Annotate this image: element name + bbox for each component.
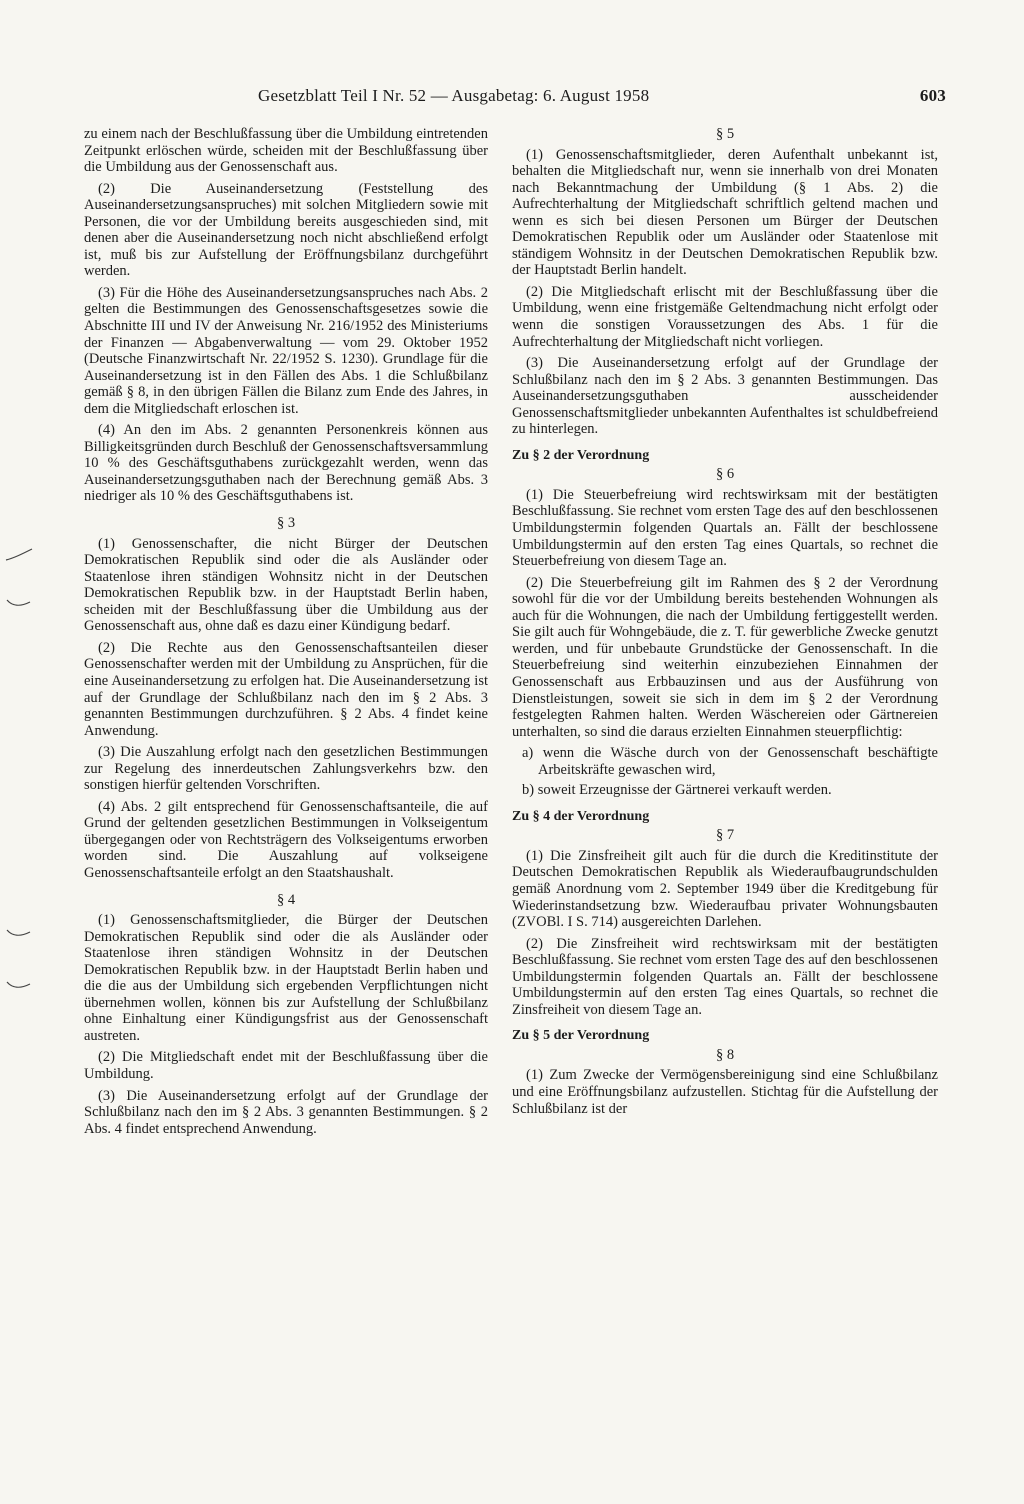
- section-heading: § 6: [715, 466, 735, 483]
- page-header: [258, 86, 946, 110]
- paragraph: (4) An den im Abs. 2 genannten Personenkreis können aus Billigkeitsgründen durch Beschluß der Genossenschaftsversammlung 10 % des Geschäftsguthabens zurückgezahlt werden, wenn das Auseinandersetzungsguthaben nach der Berechnung gemäß Abs. 3 niedriger als 10 % des Geschäftsguthabens ist.: [84, 422, 488, 505]
- section-heading: § 4: [276, 891, 296, 908]
- paragraph: (1) Genossenschaftsmitglieder, die Bürger der Deutschen Demokratischen Republik sind oder die als Ausländer oder Staatenlose ihren ständigen Wohnsitz in der Deutschen Demokratischen Republik bzw. in der Hauptstadt Berlin haben und die die aus der Umbildung sich ergebenden Verpflichtungen nicht übernehmen wollen, können bis zur Aufstellung der Schlußbilanz ohne Einhaltung einer Kündigungsfrist aus der Genossenschaft austreten.: [84, 912, 488, 1044]
- sub-heading: Zu § 4 der Verordnung: [512, 808, 650, 824]
- paragraph: (1) Zum Zwecke der Vermögensbereinigung sind eine Schlußbilanz und eine Eröffnungsbilanz aufzustellen. Stichtag für die Aufstellung der Schlußbilanz ist der: [512, 1067, 938, 1117]
- paragraph: (1) Genossenschaftsmitglieder, deren Aufenthalt unbekannt ist, behalten die Mitgliedschaft nur, wenn sie innerhalb von drei Monaten nach Bekanntmachung der Umbildung (§ 1 Abs. 2) die Aufrechterhaltung der Mitgliedschaft schriftlich geltend machen und wenn es sich bei diesen Personen um Bürger der Deutschen Demokratischen Republik oder um Ausländer oder Staatenlose mit ständigem Wohnsitz in der Deutschen Demokratischen Republik bzw. der Hauptstadt Berlin handelt.: [512, 146, 938, 279]
- paragraph: (3) Für die Höhe des Auseinandersetzungsanspruches nach Abs. 2 gelten die Bestimmungen des Genossenschaftsgesetzes sowie die Abschnitte III und IV der Anweisung Nr. 216/1952 des Ministeriums der Finanzen — Abgabenverwaltung — vom 29. Oktober 1952 (Deutsche Finanzwirtschaft Nr. 22/1952 S. 1230). Grundlage für die Auseinandersetzung ist in den Fällen des Abs. 1 die Schlußbilanz gemäß § 8, in den übrigen Fällen die Bilanz zum Ende des Jahres, in dem die Mitgliedschaft erloschen ist.: [84, 284, 488, 417]
- paragraph: (2) Die Auseinandersetzung (Feststellung des Auseinandersetzungsanspruches) mit solchen Mitgliedern sowie mit Personen, die vor der Umbildung bereits ausgeschieden sind, mit denen aber die Auseinandersetzung noch nicht abschließend erfolgt ist, muß bis zur Aufstellung der Eröffnungsbilanz durchgeführt werden.: [84, 180, 488, 280]
- paragraph: (1) Die Steuerbefreiung wird rechtswirksam mit der bestätigten Beschlußfassung. Sie rechnet vom ersten Tage des auf den beschlossenen Umbildungstermin folgenden Quartals an. Fällt der beschlossene Umbildungstermin auf den ersten Tag eines Quartals, so rechnet die Steuerbefreiung von diesem Tage an.: [512, 486, 938, 570]
- paragraph: zu einem nach der Beschlußfassung über die Umbildung eintretenden Zeitpunkt erlöschen würde, scheiden mit der Beschlußfassung über die Umbildung aus der Genossenschaft aus.: [84, 126, 488, 176]
- paragraph: (2) Die Steuerbefreiung gilt im Rahmen des § 2 der Verordnung sowohl für die vor der Umbildung bereits bestehenden Wohnungen als auch für die Wohnungen, die nach der Umbildung fertiggestellt werden. Sie gilt auch für Wohngebäude, die z. T. für gewerbliche Zwecke genutzt werden, und für unbebaute Grundstücke der Genossenschaft. In die Steuerbefreiung sind weiterhin einzubeziehen Einnahmen der Genossenschaft aus Erbbauzinsen und aus der Ausführung von Dienstleistungen, soweit sie sich in dem im § 2 der Verordnung festgelegten Rahmen halten. Werden Wäschereien oder Gärtnereien unterhalten, so sind die daraus erzielten Einnahmen steuerpflichtig:: [512, 574, 938, 740]
- paragraph: (1) Die Zinsfreiheit gilt auch für die durch die Kreditinstitute der Deutschen Demokratischen Republik als Wiederaufbaugrundschulden gemäß Anordnung vom 2. September 1949 über die Kreditgebung für Wiederinstandsetzung bzw. Wiederaufbau privater Wohnungsbauten (ZVOBl. I S. 714) ausgereichten Darlehen.: [512, 847, 938, 931]
- list-item: b) soweit Erzeugnisse der Gärtnerei verkauft werden.: [522, 782, 832, 799]
- margin-mark-icon: [4, 596, 34, 610]
- header-title: Gesetzblatt Teil I Nr. 52 — Ausgabetag: 6. August 1958: [258, 86, 650, 105]
- sub-heading: Zu § 5 der Verordnung: [512, 1028, 650, 1044]
- paragraph: (4) Abs. 2 gilt entsprechend für Genossenschaftsanteile, die auf Grund der geltenden gesetzlichen Bestimmungen in Volkseigentum übergegangen oder von Rechtsträgern des Volkseigentums erworben worden sind. Die Auszahlung auf volkseigene Genossenschaftsanteile erfolgt an den Staatshaushalt.: [84, 798, 488, 881]
- left-column: [84, 126, 488, 1142]
- paragraph: (3) Die Auseinandersetzung erfolgt auf der Grundlage der Schlußbilanz nach den im § 2 Abs. 3 genannten Bestimmungen. § 2 Abs. 4 findet entsprechend Anwendung.: [84, 1087, 488, 1137]
- page-number: 603: [919, 86, 946, 105]
- margin-mark-icon: [4, 978, 34, 992]
- sub-heading: Zu § 2 der Verordnung: [512, 447, 650, 463]
- margin-mark-icon: [4, 548, 34, 562]
- list-item: a) wenn die Wäsche durch von der Genossenschaft beschäftigte Arbeitskräfte gewaschen wird,: [522, 745, 938, 778]
- paragraph: (1) Genossenschafter, die nicht Bürger der Deutschen Demokratischen Republik sind oder die als Ausländer oder Staatenlose ihren ständigen Wohnsitz nicht in der Deutschen Demokratischen Republik bzw. in der Hauptstadt Berlin haben, scheiden mit der Beschlußfassung über die Umbildung aus der Genossenschaft aus, ohne daß es dazu einer Kündigung bedarf.: [84, 535, 488, 635]
- paragraph: (2) Die Rechte aus den Genossenschaftsanteilen dieser Genossenschafter werden mit der Umbildung zu Ansprüchen, für die eine Auseinandersetzung zu erfolgen hat. Die Auseinandersetzung ist auf der Grundlage der Schlußbilanz nach den im § 2 Abs. 3 genannten Bestimmungen durchzuführen. § 2 Abs. 4 findet keine Anwendung.: [84, 639, 488, 739]
- paragraph: (3) Die Auseinandersetzung erfolgt auf der Grundlage der Schlußbilanz nach den im § 2 Abs. 3 genannten Bestimmungen. Das Auseinandersetzungsguthaben ausscheidender Genossenschaftsmitglieder unbekannten Aufenthaltes ist schuldbefreiend zu hinterlegen.: [512, 355, 938, 438]
- section-heading: § 3: [276, 515, 296, 532]
- paragraph: (3) Die Auszahlung erfolgt nach den gesetzlichen Bestimmungen zur Regelung des innerdeutschen Zahlungsverkehrs bzw. den sonstigen hierfür geltenden Vorschriften.: [84, 744, 488, 794]
- section-heading: § 8: [715, 1046, 735, 1063]
- section-heading: § 5: [715, 126, 735, 142]
- right-column: [512, 126, 938, 1122]
- margin-mark-icon: [4, 926, 34, 940]
- paragraph: (2) Die Mitgliedschaft erlischt mit der Beschlußfassung über die Umbildung, wenn eine fristgemäße Geltendmachung nicht erfolgt oder wenn die sonstigen Voraussetzungen des Abs. 1 für die Aufrechterhaltung der Mitgliedschaft nicht vorliegen.: [512, 283, 938, 350]
- paragraph: (2) Die Mitgliedschaft endet mit der Beschlußfassung über die Umbildung.: [84, 1049, 488, 1082]
- paragraph: (2) Die Zinsfreiheit wird rechtswirksam mit der bestätigten Beschlußfassung. Sie rechnet vom ersten Tage des auf den beschlossenen Umbildungstermin folgenden Quartals an. Fällt der beschlossene Umbildungstermin auf den ersten Tag eines Quartals, so rechnet die Zinsfreiheit von diesem Tage an.: [512, 935, 938, 1018]
- section-heading: § 7: [715, 827, 735, 844]
